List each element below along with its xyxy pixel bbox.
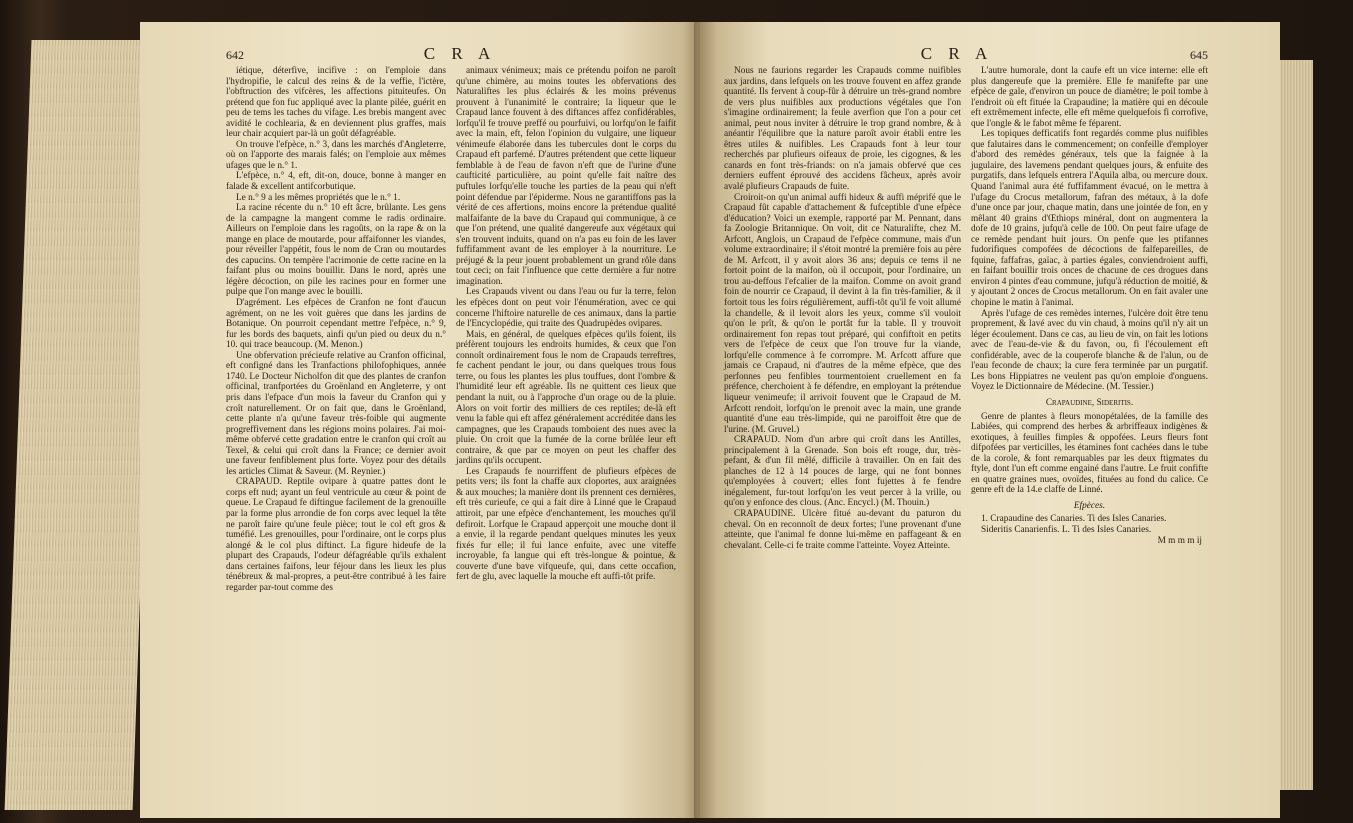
- paragraph: L'autre humorale, dont la caufe eft un vice interne: elle eft plus dangereufe que la première. Elle fe manifefte par une efpèce de gale, d'environ un pouce de diamètre; le poil tombe à l'endroit où eft fituée la Crapaudine; la matière qui en découle eft extrêmement infecte, elle eft même quelquefois fi corrofive, que l'ongle & le fabot même fe féparent.: [971, 66, 1208, 129]
- left-page: [140, 22, 700, 818]
- paragraph: CRAPAUD. Reptile ovipare à quatre pattes dont le corps eft nud; ayant un feul ventricule au cœur & point de queue. Le Crapaud fe diftingue facilement de la grenouille par la forme plus arrondie de fon corps avec lequel la tête ne paroît faire qu'une feule pièce; tout le col eft gros & tuméfié. Les grenouilles, pour l'ordinaire, ont le corps plus alongé & le col plus diftinct. La figure hideufe de la plupart des Crapauds, l'odeur défagréable qu'ils exhalent dans certaines faifons, leur féjour dans les lieux les plus ténébreux & mal-propres, a peut-être contribué à les faire regarder par-tout comme des: [226, 477, 446, 593]
- left-column-2: [456, 66, 676, 593]
- right-column-1: [724, 66, 961, 551]
- left-page-header: [226, 44, 676, 66]
- signature-mark: M m m m ij: [1157, 535, 1202, 546]
- right-column-2: [971, 66, 1208, 551]
- right-page: [700, 22, 1280, 818]
- paragraph: La racine récente du n.° 10 eft âcre, brûlante. Les gens de la campagne la mangent comme le radis ordinaire. Ailleurs on l'emploie dans les ragoûts, on la rape & on la mange en place de moutarde, pour affaifonner les viandes, pour réveiller l'appétit, fous le nom de Cran ou moutardes des capucins. On tempère l'acrimonie de cette racine en la faifant plus ou moins bouillir. Dans le nord, après une légère décoction, on pile les racines pour en former une pulpe que l'on mange avec le bouilli.: [226, 203, 446, 298]
- paragraph: Mais, en général, de quelques efpèces qu'ils foient, ils préfèrent toujours les endroits humides, & ceux que l'on connoît ordinairement fous le nom de Crapauds terreftres, fe cachent pendant le jour, ou dans quelques trous fous terre, ou fous les plantes les plus touffues, dont l'ombre & l'humidité leur eft agréable. Ils ne quittent ces lieux que pendant la nuit, ou à l'approche d'un orage ou de la pluie. Alors on voit fortir des milliers de ces reptiles; de-là eft venu la fable qui eft affez généralement accréditée dans les campagnes, que les Crapauds tomboient des nues avec la pluie. On croit que la fumée de la corne brûlée leur eft contraire, & que par ce moyen on peut les chaffer des jardins qu'ils occupent.: [456, 329, 676, 467]
- paragraph: Les Crapauds fe nourriffent de plufieurs efpèces de petits vers; ils font la chaffe aux cloportes, aux araignées & aux mouches; la manière dont ils prennent ces dernières, eft très curieufe, ce qui a fait dire à Linné que le Crapaud attiroit, par une efpèce d'enchantement, les mouches qu'il defiroit. Lorfque le Crapaud apperçoit une mouche dont il a envie, il la regarde pendant quelques minutes les yeux fixés fur elle; il fui lance enfuite, avec une viteffe incroyable, fa langue qui eft très-longue & pointue, & couverte d'une bave vifqueufe, qui, dans cette occafion, fert de glu, avec laquelle la mouche eft auffi-tôt prife.: [456, 466, 676, 583]
- page-edges-left: [5, 40, 160, 810]
- paragraph: Le n.° 9 a les mêmes propriétés que le n.° 1.: [236, 192, 401, 203]
- crapaudine-heading: Crapaudine, Sideritis.: [1045, 397, 1134, 408]
- paragraph: Après l'ufage de ces remèdes internes, l'ulcère doit être tenu proprement, & lavé avec du vin chaud, à moins qu'il n'y ait un léger écoulement. Dans ce cas, au lieu de vin, on fait les lotions avec de l'eau-de-vie & du favon, ou, fi l'écoulement eft confidérable, avec de la couperofe blanche & de l'alun, ou de l'eau feconde de chaux; la cure fera terminée par un purgatif. Les bons Hippiatres ne veulent pas qu'on emploie d'onguens. Voyez le Dictionnaire de Médecine. (M. Tessier.): [971, 308, 1208, 393]
- paragraph: Les Crapauds vivent ou dans l'eau ou fur la terre, felon les efpèces dont on peut voir l'énumération, avec ce qui concerne l'hiftoire naturelle de ces animaux, dans la partie de l'Encyclopédie, qui traite des Quadrupèdes ovipares.: [456, 287, 676, 330]
- species-entry: 1. Crapaudine des Canaries. Ti des Isles Canaries.: [981, 514, 1167, 525]
- paragraph: animaux vénimeux; mais ce prétendu poifon ne paroît qu'une chimère, au moins toutes les obfervations des Naturaliftes les plus éclairés & les moins prévenus prouvent à l'unanimité le contraire; la liqueur que le Crapaud lance fouvent à des diftances affez confidérables, lorfqu'il fe trouve preffé ou pourfuivi, ou lorfqu'on le faifit avec la main, eft, felon l'opinion du vulgaire, une liqueur vénimeufe élaborée dans les tubercules dont le corps du Crapaud eft parfemé. D'autres prétendent que cette liqueur femblable à de l'eau de favon n'eft que de l'urine d'une caufticité particulière, au point qu'elle fait naître des puftules lorfqu'elle touche les parties de la peau qui n'eft point défendue par l'épiderme. Nous ne garantiffons pas la vérité de ces affertions, moins encore la prétendue qualité malfaifante de la bave du Crapaud qui communique, à ce que l'on prétend, une qualité dangereufe aux végétaux qui s'en trouvent induits, quand on n'a pas eu foin de les laver fuffifamment avant de les employer à la nourriture. Le préjugé & la peur jouent probablement un grand rôle dans tout ceci; on fait l'influence que cette dernière a fur notre imagination.: [456, 66, 676, 287]
- paragraph: CRAPAUDINE. Ulcère fitué au-devant du paturon du cheval. On en reconnoît de deux fortes; l'une provenant d'une atteinte, que l'animal fe donne lui-même en paffageant & en chevalant. Celle-ci fe traite comme l'atteinte. Voyez Atteinte.: [724, 508, 961, 551]
- left-column-1: [226, 66, 446, 593]
- left-page-number: 642: [226, 48, 244, 62]
- species-latin-name: Sideritis Canarienfis. L. Ti des Isles Canaries.: [981, 524, 1152, 535]
- paragraph: Nous ne faurions regarder les Crapauds comme nuifibles aux jardins, dans lefquels on les trouve fouvent en affez grande quantité. Ils fervent à coup-fûr à détruire un très-grand nombre de vers plus nuifibles aux productions végétales que l'on s'imagine ordinairement; la feule averfion que l'on a pour cet animal, peut nous inviter à détruire le trop grand nombre, & à anéantir l'équilibre que la nature paroît avoir établi entre les êtres utiles & nuifibles. Les Crapauds font à leur tour recherchés par plufieurs oifeaux de proie, les cigognes, & les canards en font très-friands: on n'a jamais obfervé que ces derniers euffent éprouvé des accidens fâcheux, après avoir avalé plufieurs Crapauds de fuite.: [724, 66, 961, 193]
- left-running-head: C R A: [423, 44, 497, 63]
- right-page-header: [724, 44, 1208, 66]
- paragraph: On trouve l'efpèce, n.° 3, dans les marchés d'Angleterre, où on l'apporte des marais falés; on l'emploie aux mêmes ufages que le n.° 1.: [226, 139, 446, 171]
- paragraph: Genre de plantes à fleurs monopétalées, de la famille des Labiées, qui comprend des herbes & arbriffeaux indigènes & exotiques, à feuilles fimples & oppofées. Leurs fleurs font difpofées par verticilles, les étamines font cachées dans le tube de la corole, & font remarquables par les deux ftigmates du ftyle, dont l'un eft comme engainé dans l'autre. Le fruit confifte en quatre graines nues, ovoïdes, fituées au fond du calice. Ce genre eft de la 14.e claffe de Linné.: [971, 411, 1208, 496]
- paragraph: iétique, déterfive, incifive : on l'emploie dans l'hydropifie, le calcul des reins & de la veffie, l'ictère, l'obftruction des vifcères, les affections pituiteufes. On prétend que fon fuc appliqué avec la plante pilée, guérit en peu de tems les taches du vifage. Les brebis mangent avec avidité le cochlearia, & en deviennent plus graffes, mais leur chair acquiert par-là un goût défagréable.: [226, 66, 446, 140]
- right-running-head: C R A: [920, 44, 994, 63]
- paragraph: D'agrément. Les efpèces de Cranfon ne font d'aucun agrément, on ne les voit guères que dans les jardins de Botanique. On pourroit cependant mettre l'efpèce, n.° 9, fur les bords des baquets, ainfi qu'un pied ou deux du n.° 10. qui trace beaucoup. (M. Menon.): [226, 298, 446, 351]
- paragraph: CRAPAUD. Nom d'un arbre qui croît dans les Antilles, principalement à la Grenade. Son bois eft rouge, dur, très-pefant, & d'un fil mêlé, difficile à travailler. On en fait des planches de 12 à 14 pouces de large, qui ne font bonnes qu'employées à couvert; elles font fujettes à fe fendre inégalement, fur-tout lorfqu'on les veut percer à la vrille, ou qu'on y enfonce des clous. (Anc. Encycl.) (M. Thouin.): [724, 435, 961, 509]
- paragraph: Les topiques defficatifs font regardés comme plus nuifibles que falutaires dans le commencement; on confeille d'employer d'abord des remèdes généraux, tels que la faignée à la jugulaire, des lavemens pendant quelques jours, & enfuite des purgatifs, dans lefquels entrera l'Aquila alba, ou mercure doux. Quand l'animal aura été fuffifamment évacué, on le mettra à l'ufage du Crocus metallorum, fafran des métaux, à la dofe d'une once par jour, chaque matin, dans une jointée de fon, en y mêlant 40 grains d'Œthiops minéral, dont on augmentera la dofe de 10 grains, jufqu'à celle de 100. On peut faire ufage de ce remède pendant huit jours. On penfe que les ptifannes fudorifiques compofées de décoctions de falfepareilles, de fquine, faffafras, gaïac, à parties égales, conviendroient auffi, en faifant bouillir trois onces de chacune de ces drogues dans environ 4 pintes d'eau commune, jufqu'à réduction de moitié, & y ajoutant 2 onces de Crocus metallorum. On en fait avaler une chopine le matin à l'animal.: [971, 129, 1209, 309]
- paragraph: Croiroit-on qu'un animal auffi hideux & auffi méprifé que le Crapaud fût capable d'attachement & fufceptible d'une efpèce d'éducation? Voici un exemple, rapporté par M. Pennant, dans fa Zoologie Britannique. On voit, dit ce Naturalifte, chez M. Arfcott, Anglois, un Crapaud de l'efpèce commune, mais d'un volume extraordinaire; il s'étoit montré la première fois au père de M. Arfcott, il y avoit alors 36 ans; depuis ce tems il ne fortoit point de la maifon, où il occupoit, pour l'ordinaire, un trou au-deffous l'efcalier de la maifon. Comme on avoit grand foin de nourrir ce Crapaud, il devint à la fin très-familier, & il fortoit tous les foirs régulièrement, auffi-tôt qu'il fe voit allumé la chandelle, & il levoit alors les yeux, comme s'il vouloit qu'on le prît, & qu'on le portât fur la table. Il y trouvoit ordinairement fon repas tout préparé, qui confiftoit en petits vers de l'efpèce de ceux que l'on trouve fur la viande, lorfqu'elle commence à fe corrompre. M. Arfcott affure que jamais ce Crapaud, ni d'autres de la même efpèce, que des perfonnes peu fenfibles tourmentoient cruellement en fa préfence, cherchoient à fe défendre, en employant la prétendue liqueur venimeufe; il arrivoit fouvent que le Crapaud de M. Arfcott rendoit, lorfqu'on le prenoit avec la main, une grande quantité d'une eau très-limpide, qui ne paroiffoit être que de l'urine. (M. Gruvel.): [724, 192, 961, 435]
- right-page-number: 645: [1190, 48, 1208, 62]
- paragraph: Une obfervation précieufe relative au Cranfon officinal, eft configné dans les Tranfactions philofophiques, année 1740. Le Docteur Nicholfon dit que des plantes de cranfon officinal, tranfportées du Groënland en Angleterre, y ont pris dans l'efpace d'un mois la faveur du Cranfon qui y croît naturellement. Or on fait que, dans le Groënland, cette plante n'a qu'une faveur très-foible qui augmente progreffivement dans les régions moins polaires. J'ai moi-même obfervé cette gradation entre le cranfon qui croît au Texel, & celui qui croît dans la France; ce dernier avoit une faveur fenfiblement plus forte. Voyez pour des détails les articles Climat & Saveur. (M. Reynier.): [226, 350, 446, 477]
- paragraph: L'efpèce, n.° 4, eft, dit-on, douce, bonne à manger en falade & excellent antifcorbutique.: [226, 171, 446, 193]
- especes-heading: Efpèces.: [1073, 500, 1106, 511]
